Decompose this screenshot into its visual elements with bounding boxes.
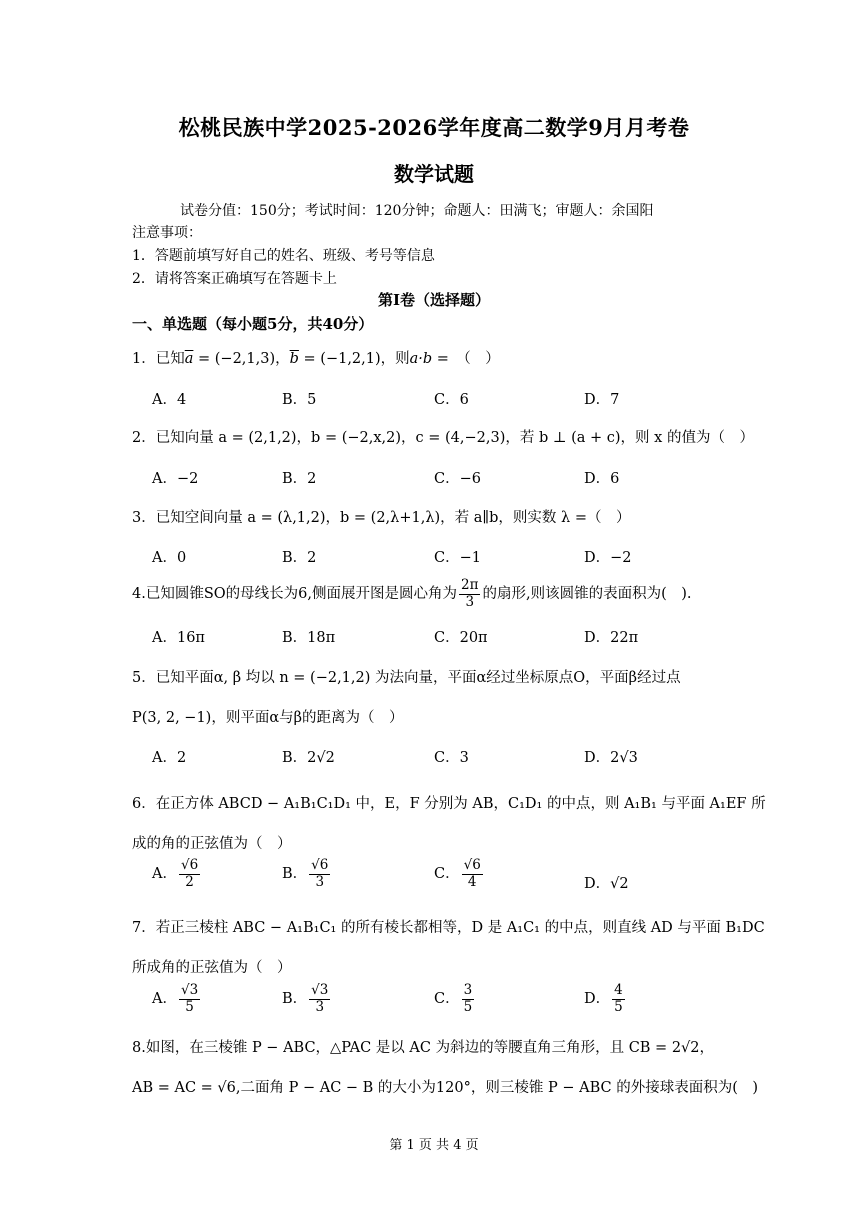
question-7-line-1: 7．若正三棱柱 ABC − A₁B₁C₁ 的所有棱长都相等，D 是 A₁C₁ 的中点，则直线 AD 与平面 B₁DC	[132, 920, 765, 936]
option-b: B．2	[282, 550, 317, 566]
option-d: D．22π	[584, 630, 639, 646]
fraction: $\frac{2\pi}{3}$	[461, 576, 479, 610]
note-item: 2．请将答案正确填写在答题卡上	[132, 271, 337, 287]
option-c: C．−6	[434, 471, 481, 487]
option-c: C．6	[434, 392, 469, 408]
option-b: B．2	[282, 471, 317, 487]
option-a: A．0	[152, 550, 187, 566]
exam-title: 松桃民族中学2025-2026学年度高二数学9月月考卷	[178, 115, 690, 140]
option-c: C． $\frac{√6}{4}$	[434, 857, 481, 890]
question-5-line-2: P(3, 2, −1)，则平面α与β的距离为（ ）	[132, 710, 404, 726]
option-c: C．20π	[434, 630, 488, 646]
option-c: C． $\frac{3}{5}$	[434, 982, 473, 1015]
question-8-line-1: 8.如图，在三棱锥 P − ABC，△PAC 是以 AC 为斜边的等腰直角三角形，且 CB = 2√2，	[132, 1040, 715, 1056]
option-a: A． $\frac{√3}{5}$	[152, 982, 199, 1015]
option-b: B．5	[282, 392, 317, 408]
option-c: C．−1	[434, 550, 481, 566]
option-d: D．−2	[584, 550, 632, 566]
option-b: B．18π	[282, 630, 336, 646]
question-7-line-2: 所成角的正弦值为（ ）	[132, 960, 292, 976]
fraction: $\frac{√3}{3}$	[311, 982, 329, 1015]
option-d: D．6	[584, 471, 620, 487]
option-d: D．2√3	[584, 750, 638, 766]
note-item: 1．答题前填写好自己的姓名、班级、考号等信息	[132, 248, 435, 264]
option-a: A．2	[152, 750, 187, 766]
page-footer: 第 1 页 共 4 页	[389, 1138, 479, 1153]
question-5-line-1: 5．已知平面α, β 均以 n = (−2,1,2) 为法向量，平面α经过坐标原点O，平面β经过点	[132, 670, 681, 686]
option-b: B． $\frac{√3}{3}$	[282, 982, 329, 1015]
section-title: 一、单选题（每小题5分，共40分）	[132, 315, 374, 333]
part-title: 第I卷（选择题）	[377, 291, 491, 309]
fraction: $\frac{√3}{5}$	[180, 982, 199, 1015]
fraction: $\frac{√6}{4}$	[463, 857, 481, 890]
fraction: $\frac{√6}{2}$	[180, 857, 199, 890]
question-6-line-2: 成的角的正弦值为（ ）	[132, 836, 292, 852]
option-d: D．√2	[584, 876, 629, 892]
notes-label: 注意事项：	[132, 225, 202, 241]
question-8-line-2: AB = AC = √6,二面角 P − AC − B 的大小为120°，则三棱锥 P − ABC 的外接球表面积为( )	[132, 1080, 759, 1096]
fraction: $\frac{4}{5}$	[614, 982, 623, 1015]
question-3: 3．已知空间向量 a = (λ,1,2)，b = (2,λ+1,λ)，若 a∥b，则实数 λ =（ ）	[132, 510, 631, 526]
option-c: C．3	[434, 750, 469, 766]
option-d: D． $\frac{4}{5}$	[584, 982, 623, 1015]
fraction: $\frac{3}{5}$	[463, 982, 473, 1015]
question-4: 4.已知圆锥SO的母线长为6,侧面展开图是圆心角为 $\frac{2\pi}{3}$ 的扇形,则该圆锥的表面积为( ).	[132, 576, 692, 610]
exam-subtitle: 数学试题	[394, 162, 474, 186]
option-a: A．4	[152, 392, 187, 408]
question-6-line-1: 6．在正方体 ABCD − A₁B₁C₁D₁ 中，E，F 分别为 AB，C₁D₁ 的中点，则 A₁B₁ 与平面 A₁EF 所	[132, 796, 766, 812]
fraction: $\frac{√6}{3}$	[311, 857, 329, 890]
option-b: B．2√2	[282, 750, 335, 766]
option-a: A．−2	[152, 471, 199, 487]
option-a: A．16π	[152, 630, 205, 646]
question-1: 1．已知$\overline{a} = (-2,1,3)$，$\overline{b} = (-1,2,1)$，则a·b = （ ）	[132, 351, 500, 367]
exam-info: 试卷分值：150分；考试时间：120分钟；命题人：田满飞；审题人：余国阳	[180, 203, 654, 219]
option-a: A． $\frac{√6}{2}$	[152, 857, 199, 890]
option-b: B． $\frac{√6}{3}$	[282, 857, 329, 890]
question-2: 2．已知向量 a = (2,1,2)，b = (−2,x,2)，c = (4,−2,3)，若 b ⊥ (a + c)，则 x 的值为（ ）	[132, 430, 754, 446]
option-d: D．7	[584, 392, 620, 408]
